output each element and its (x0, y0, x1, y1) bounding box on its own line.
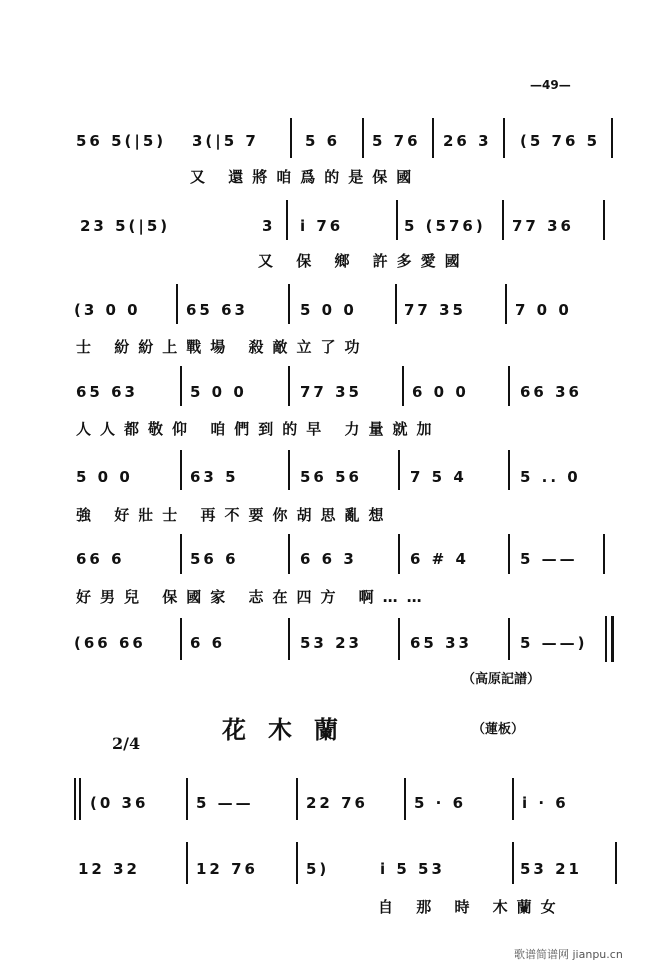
final-bar-line (611, 616, 614, 662)
lyrics-line: 又 保 鄉 許多愛國 (258, 252, 469, 270)
start-bar-line (74, 778, 76, 820)
note-group: 5 .. 0 (520, 468, 581, 486)
note-group: 5 —— (196, 794, 254, 812)
note-group: 3(|5 7 (192, 132, 259, 150)
note-group: 77 36 (512, 217, 574, 235)
lyrics-line: 士 紛紛上戰場 殺敵立了功 (76, 338, 369, 356)
bar-line (176, 284, 178, 324)
note-group: 53 23 (300, 634, 362, 652)
note-group: 77 35 (404, 301, 466, 319)
bar-line (615, 842, 617, 884)
bar-line (402, 366, 404, 406)
note-group: 3 (262, 217, 276, 235)
bar-line (508, 618, 510, 660)
note-group: 6 # 4 (410, 550, 469, 568)
bar-line (180, 450, 182, 490)
note-group: 12 76 (196, 860, 258, 878)
bar-line (180, 534, 182, 574)
page-number: —49— (530, 78, 571, 92)
note-group: 7 0 0 (515, 301, 572, 319)
bar-line (603, 200, 605, 240)
note-group: 5 —— (520, 550, 578, 568)
bar-line (395, 284, 397, 324)
note-group: 12 32 (78, 860, 140, 878)
note-group: (3 0 0 (74, 301, 141, 319)
lyrics-line: 強 好壯士 再不要你胡思亂想 (76, 506, 393, 524)
bar-line (398, 450, 400, 490)
note-group: i · 6 (522, 794, 569, 812)
note-group: 26 3 (443, 132, 492, 150)
note-group: 5 · 6 (414, 794, 467, 812)
bar-line (404, 778, 406, 820)
note-group: i 5 53 (380, 860, 445, 878)
lyrics-line: 人人都敬仰 咱們到的早 力量就加 (76, 420, 441, 438)
note-group: 65 63 (76, 383, 138, 401)
note-group: 77 35 (300, 383, 362, 401)
note-group: 56 5(|5) (76, 132, 167, 150)
bar-line (288, 534, 290, 574)
bar-line (180, 618, 182, 660)
note-group: 65 63 (186, 301, 248, 319)
lyrics-line: 自 那 時 木蘭女 (378, 898, 565, 916)
bar-line (508, 450, 510, 490)
note-group: 63 5 (190, 468, 239, 486)
bar-line (288, 366, 290, 406)
final-bar-line (605, 616, 607, 662)
bar-line (290, 118, 292, 158)
note-group: 5 6 (305, 132, 341, 150)
lyrics-line: 好男兒 保國家 志在四方 啊…… (76, 588, 431, 606)
note-group: 6 6 3 (300, 550, 357, 568)
bar-line (398, 618, 400, 660)
bar-line (288, 618, 290, 660)
bar-line (503, 118, 505, 158)
note-group: 5 (576) (404, 217, 486, 235)
bar-line (603, 534, 605, 574)
start-bar-line (79, 778, 81, 820)
bar-line (396, 200, 398, 240)
bar-line (186, 842, 188, 884)
time-signature: 2/4 (112, 734, 141, 753)
note-group: 5 0 0 (300, 301, 357, 319)
bar-line (180, 366, 182, 406)
note-group: 66 6 (76, 550, 125, 568)
song-title: 花木蘭 (222, 715, 360, 744)
note-group: (0 36 (90, 794, 149, 812)
bar-line (512, 842, 514, 884)
note-group: 5 76 (372, 132, 421, 150)
tempo-marking: （蓮板） (472, 722, 525, 737)
note-group: 56 6 (190, 550, 239, 568)
bar-line (502, 200, 504, 240)
watermark: 歌谱简谱网 jianpu.cn (514, 948, 623, 961)
bar-line (296, 842, 298, 884)
note-group: 56 56 (300, 468, 362, 486)
bar-line (296, 778, 298, 820)
bar-line (186, 778, 188, 820)
bar-line (508, 366, 510, 406)
note-group: 7 5 4 (410, 468, 467, 486)
bar-line (398, 534, 400, 574)
note-group: (66 66 (74, 634, 146, 652)
bar-line (288, 450, 290, 490)
note-group: 6 6 (190, 634, 226, 652)
note-group: 5 0 0 (76, 468, 133, 486)
note-group: 66 36 (520, 383, 582, 401)
note-group: 5) (306, 860, 330, 878)
note-group: 5 ——) (520, 634, 588, 652)
bar-line (286, 200, 288, 240)
bar-line (611, 118, 613, 158)
note-group: 65 33 (410, 634, 472, 652)
bar-line (432, 118, 434, 158)
note-group: 53 21 (520, 860, 582, 878)
note-group: 5 0 0 (190, 383, 247, 401)
bar-line (512, 778, 514, 820)
bar-line (288, 284, 290, 324)
note-group: (5 76 5 (520, 132, 601, 150)
bar-line (505, 284, 507, 324)
transcriber-credit: （高原記譜） (462, 672, 541, 687)
lyrics-line: 又 還將咱爲的是保國 (190, 168, 421, 186)
note-group: 22 76 (306, 794, 368, 812)
note-group: 6 0 0 (412, 383, 469, 401)
note-group: i 76 (300, 217, 344, 235)
bar-line (362, 118, 364, 158)
note-group: 23 5(|5) (80, 217, 171, 235)
bar-line (508, 534, 510, 574)
